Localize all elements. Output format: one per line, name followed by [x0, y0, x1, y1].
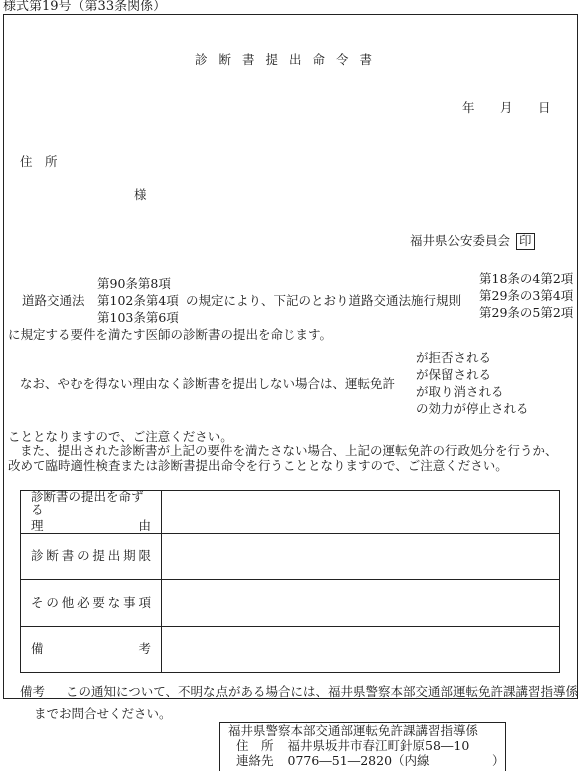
- table-row: [21, 534, 560, 580]
- recipient-suffix: 様: [134, 187, 147, 202]
- date-day: 日: [538, 100, 551, 115]
- reason-label-left: 理: [31, 518, 44, 534]
- table-row: [21, 580, 560, 627]
- details-table: [20, 490, 560, 673]
- law-name: 道路交通法: [22, 293, 85, 308]
- license-action: が保留される: [416, 367, 492, 382]
- other-label: その他必要な事項: [21, 580, 162, 627]
- reason-label-right: 由: [138, 518, 151, 534]
- remarks-label: 備考: [21, 627, 162, 673]
- table-row: [21, 627, 560, 673]
- deadline-value-cell[interactable]: [162, 534, 560, 580]
- date-year: 年: [462, 100, 475, 115]
- contact-box: [219, 722, 506, 771]
- license-action: の効力が停止される: [416, 401, 529, 416]
- articles-left: [97, 278, 179, 329]
- deadline-label: 診断書の提出期限: [21, 534, 162, 580]
- contact-address: 福井県坂井市春江町針原58―10: [287, 738, 470, 753]
- contact-address-label: 住 所: [236, 738, 274, 753]
- issuer-name: 福井県公安委員会: [410, 233, 511, 248]
- address-label: 住 所: [20, 154, 58, 169]
- article-left: 第102条第4項: [97, 293, 179, 308]
- contact-phone-label: 連絡先: [236, 753, 274, 768]
- date-month: 月: [500, 100, 513, 115]
- seal-mark: 印: [516, 233, 535, 250]
- notice-text: なお、やむを得ない理由なく診断書を提出しない場合は、運転免許: [20, 376, 396, 391]
- issuer: [410, 233, 535, 250]
- footnote-line2: までお問合せください。: [34, 706, 172, 721]
- reason-label-top: 診断書の提出を命ずる: [31, 489, 144, 517]
- article-right: 第18条の4第2項: [479, 271, 574, 286]
- article-left: 第103条第6項: [97, 310, 179, 325]
- contact-phone-row: [228, 755, 505, 770]
- table-row: [21, 491, 560, 534]
- license-action: が取り消される: [416, 384, 504, 399]
- footnote-label: 備考: [20, 684, 46, 699]
- reason-label: [21, 491, 162, 534]
- form-number: 様式第19号（第33条関係）: [3, 0, 167, 14]
- reason-value-cell[interactable]: [162, 491, 560, 534]
- footnote-line1: この通知について、不明な点がある場合には、福井県警察本部交通部運転免許課講習指導係: [66, 684, 579, 699]
- requirement-text: に規定する要件を満たす医師の診断書の提出を命じます。: [8, 327, 333, 342]
- paragraph2-line1: また、提出された診断書が上記の要件を満たさない場合、上記の運転免許の行政処分を行うか、: [20, 443, 558, 458]
- contact-org: 福井県警察本部交通部運転免許課講習指導係: [228, 723, 479, 738]
- contact-phone: 0776―51―2820（内線 ）: [287, 753, 505, 768]
- article-right: 第29条の5第2項: [479, 305, 574, 320]
- paragraph2-line2: 改めて臨時適性検査または診断書提出命令を行うこととなりますので、ご注意ください。: [8, 458, 508, 473]
- license-actions: [416, 352, 529, 420]
- caution-text: こととなりますので、ご注意ください。: [8, 429, 233, 444]
- document-title: 診断書提出命令書: [195, 52, 384, 67]
- article-left: 第90条第8項: [97, 276, 171, 291]
- article-right: 第29条の3第4項: [479, 288, 574, 303]
- license-action: が拒否される: [416, 350, 492, 365]
- other-value-cell[interactable]: [162, 580, 560, 627]
- remarks-value-cell[interactable]: [162, 627, 560, 673]
- provision-text: の規定により、下記のとおり道路交通法施行規則: [186, 293, 462, 308]
- articles-right: [479, 273, 573, 324]
